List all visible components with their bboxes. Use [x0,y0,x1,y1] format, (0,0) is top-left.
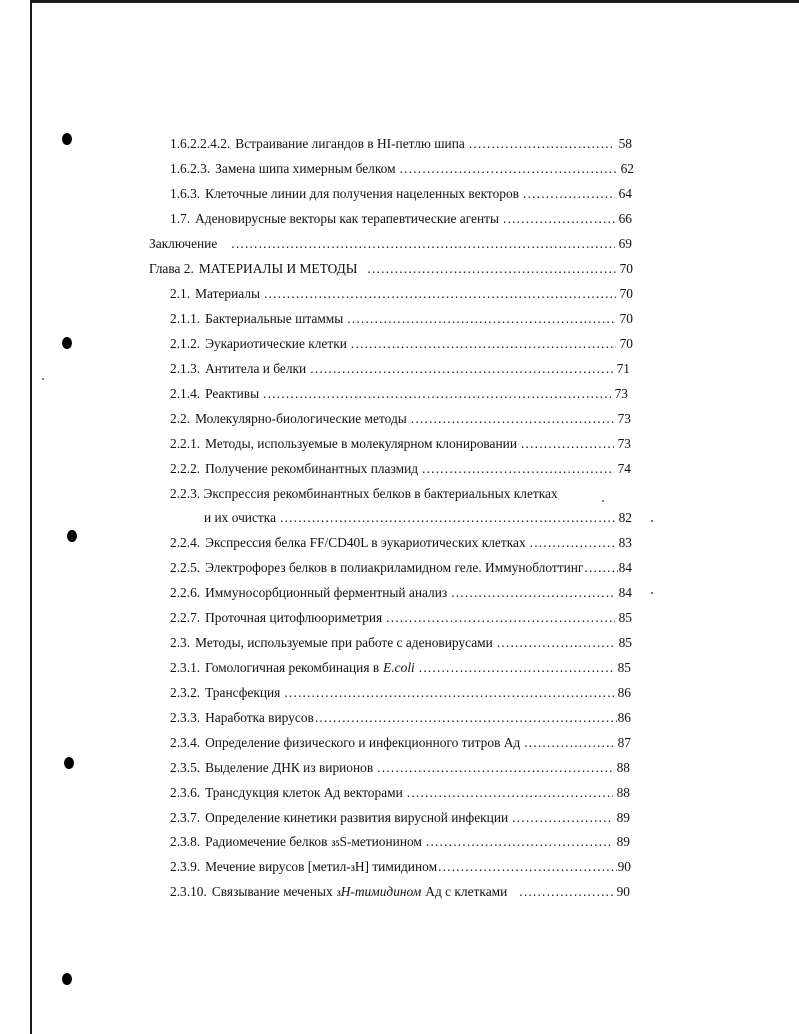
toc-entry-number: 2.3.6. [170,785,201,800]
toc-entry-title: Материалы [195,286,260,301]
toc-leader-dots [523,184,615,204]
toc-entry-title: Антитела и белки [205,361,307,376]
toc-entry-page: 62 [620,161,634,176]
toc-entry-title: Заключение [149,236,218,251]
toc-entry-title: Определение кинетики развития вирусной инфекции [205,810,509,825]
toc-leader-dots [512,808,612,828]
toc-entry-number: 1.7. [170,211,191,226]
toc-entry-page: 88 [616,785,630,800]
toc-entry-number: 2.3. [170,635,191,650]
toc-leader-dots [530,533,615,553]
toc-entry-number: 2.3.8. [170,834,201,849]
toc-entry-page: 85 [618,635,632,650]
toc-entry-page: 66 [618,211,632,226]
toc-entry-title: Трансфекция [205,685,281,700]
toc-entry-number: 2.2.6. [170,585,201,600]
toc-entry-page: 73 [614,386,628,401]
toc-entry [170,484,558,504]
toc-entry-title: МАТЕРИАЛЫ И МЕТОДЫ [198,261,358,276]
toc-leader-dots [367,259,615,279]
toc-entry-page: 82 [618,510,632,525]
toc-entry-number: Глава 2. [149,261,194,276]
toc-leader-dots [400,159,617,179]
toc-entry-page: 85 [618,610,632,625]
toc-entry-page: 84 [618,560,632,575]
toc-entry: 2.3.8. Радиомечение белков 35 S-метионином ..... 89 [170,832,630,852]
toc-entry-page: 85 [617,660,631,675]
toc-entry-page: 64 [618,186,632,201]
toc-entry-number: 2.2.4. [170,535,201,550]
toc-entry [170,384,628,404]
toc-entry-number: 2.1.3. [170,361,201,376]
toc-entry-number: 2.1.1. [170,311,201,326]
toc-entry-title: Гомологичная рекомбинация в [205,660,380,675]
toc-entry-number: 2.2.7. [170,610,201,625]
toc-entry [170,658,631,678]
toc-leader-dots [315,708,617,728]
toc-entry [170,334,633,354]
toc-entry-title: Молекулярно-биологические методы [195,411,407,426]
toc-leader-dots [469,134,615,154]
toc-entry-page: 89 [616,834,630,849]
toc-entry-number: 1.6.2.3. [170,161,211,176]
toc-entry-title: Мечение вирусов [метил- [205,859,351,874]
toc-entry-title: Связывание меченых [211,884,333,899]
toc-entry [170,359,630,379]
toc-entry-number: 2.3.10. [170,884,207,899]
toc-entry [149,234,632,254]
toc-entry-title: S-метионином [339,834,422,849]
toc-entry-page: 83 [618,535,632,550]
toc-entry [170,608,632,628]
toc-entry [170,683,631,703]
toc-entry-title-italic: E.coli [383,660,415,675]
toc-entry [170,309,633,329]
toc-entry-continuation [204,508,632,528]
toc-entry-page: 70 [619,336,633,351]
toc-entry-number: 2.3.2. [170,685,201,700]
toc-entry-title: Методы, используемые при работе с аденовирусами [195,635,493,650]
toc-entry-number: 2.2.5. [170,560,201,575]
toc-leader-dots [386,608,614,628]
toc-entry-page: 86 [617,685,631,700]
toc-leader-dots [438,857,617,877]
toc-entry-number: 2.3.5. [170,760,201,775]
toc-entry-title: Клеточные линии для получения нацеленных векторов [205,186,520,201]
toc-leader-dots [280,508,615,528]
toc-entry-page: 90 [616,884,630,899]
toc-entry-number: 1.6.2.2.4.2. [170,136,231,151]
toc-entry-title: Эукариотические клетки [205,336,347,351]
toc-leader-dots [419,658,614,678]
toc-entry-page: 71 [616,361,630,376]
toc-entry-page: 87 [617,735,631,750]
toc-entry-page: 70 [619,286,633,301]
toc-entry-title: и их очистка [204,510,277,525]
toc-entry-title: Аденовирусные векторы как терапевтические агенты [195,211,500,226]
toc-entry-page: 58 [618,136,632,151]
toc-entry-number: 2.1. [170,286,191,301]
toc-entry-title: Экспрессия рекомбинантных белков в бактериальных клетках [203,486,558,501]
toc-entry [170,533,632,553]
toc-entry [170,783,630,803]
toc-entry [170,284,633,304]
toc-entry-number: 2.2.2. [170,461,201,476]
toc-entry-title: Трансдукция клеток Ад векторами [205,785,403,800]
toc-entry-title: Радиомечение белков [205,834,328,849]
toc-entry [170,733,631,753]
toc-entry-page: 86 [617,710,631,725]
toc-entry-title: Наработка вирусов [205,710,314,725]
toc-leader-dots [426,832,613,852]
toc-entry-title: Встраивание лигандов в HI-петлю шипа [235,136,465,151]
toc-entry-title: Замена шипа химерным белком [215,161,396,176]
toc-entry [170,209,632,229]
toc-entry-title: Электрофорез белков в полиакриламидном геле. Иммуноблоттинг [205,560,584,575]
toc-entry-page: 89 [616,810,630,825]
toc-entry-page: 88 [616,760,630,775]
toc-entry-page: 84 [618,585,632,600]
toc-entry-page: 70 [619,311,633,326]
toc-entry-title: Проточная цитофлюориметрия [205,610,383,625]
toc-entry: 2.3.10. Связывание меченых 3 Н-тимидином Ад с клетками ..... 90 [170,882,630,902]
toc-entry [170,434,631,454]
toc-entry-number: 2.3.7. [170,810,201,825]
toc-entry [170,758,630,778]
toc-entry-number: 2.3.9. [170,859,201,874]
toc-leader-dots [407,783,613,803]
toc-entry-number: 2.1.4. [170,386,201,401]
toc-entry-title: Н] тимидином [354,859,438,874]
toc-leader-dots [377,758,612,778]
toc-entry-title: Методы, используемые в молекулярном клонировании [205,436,517,451]
toc-entry [170,808,630,828]
toc-entry-title: Ад с клетками [425,884,508,899]
toc-entry-number: 2.2. [170,411,191,426]
toc-entry: 2.3.9. Мечение вирусов [метил- 3 Н] тимидином ..... 90 [170,857,631,877]
toc-entry-title: Бактериальные штаммы [205,311,344,326]
toc-entry [170,558,632,578]
toc-leader-dots [351,334,616,354]
toc-entry-page: 90 [617,859,631,874]
toc-leader-dots [584,558,617,578]
toc-leader-dots [411,409,614,429]
toc-leader-dots [422,459,614,479]
toc-leader-dots [519,882,612,902]
toc-leader-dots [310,359,612,379]
toc-leader-dots [284,683,613,703]
toc-entry-page: 74 [617,461,631,476]
toc-entry-number: 2.2.3. [170,486,201,501]
toc-entry-number: 2.3.3. [170,710,201,725]
toc-entry-title: Выделение ДНК из вирионов [205,760,374,775]
toc-entry [170,459,631,479]
toc-entry-title: Получение рекомбинантных плазмид [205,461,419,476]
toc-entry [170,409,631,429]
toc-entry-title: Экспрессия белка FF/CD40L в эукариотических клетках [205,535,526,550]
toc-leader-dots [521,434,614,454]
toc-entry-page: 69 [618,236,632,251]
toc-leader-dots [497,633,615,653]
toc-leader-dots [347,309,615,329]
toc-entry [170,159,634,179]
toc-entry [170,184,632,204]
toc-entry-page: 70 [619,261,633,276]
toc-entry-number: 2.3.4. [170,735,201,750]
toc-entry [170,708,631,728]
toc-entry-number: 2.1.2. [170,336,201,351]
toc-entry-title: Реактивы [205,386,260,401]
toc-entry-number: 1.6.3. [170,186,201,201]
toc-entry [170,583,632,603]
toc-entry-page: 73 [617,436,631,451]
toc-entry-title: Определение физического и инфекционного титров Ад [205,735,521,750]
toc-entry-number: 2.2.1. [170,436,201,451]
toc-entry-title: Иммуносорбционный ферментный анализ [205,585,448,600]
toc-entry [149,259,633,279]
toc-entry-title-italic: Н-тимидином [340,884,422,899]
toc-entry [170,633,632,653]
toc-entry-number: 2.3.1. [170,660,201,675]
toc-leader-dots [503,209,615,229]
toc-leader-dots [451,583,614,603]
toc-leader-dots [524,733,613,753]
toc-leader-dots [264,284,616,304]
toc-leader-dots [231,234,614,254]
toc-entry [170,134,632,154]
toc-leader-dots [263,384,610,404]
toc-entry-page: 73 [617,411,631,426]
